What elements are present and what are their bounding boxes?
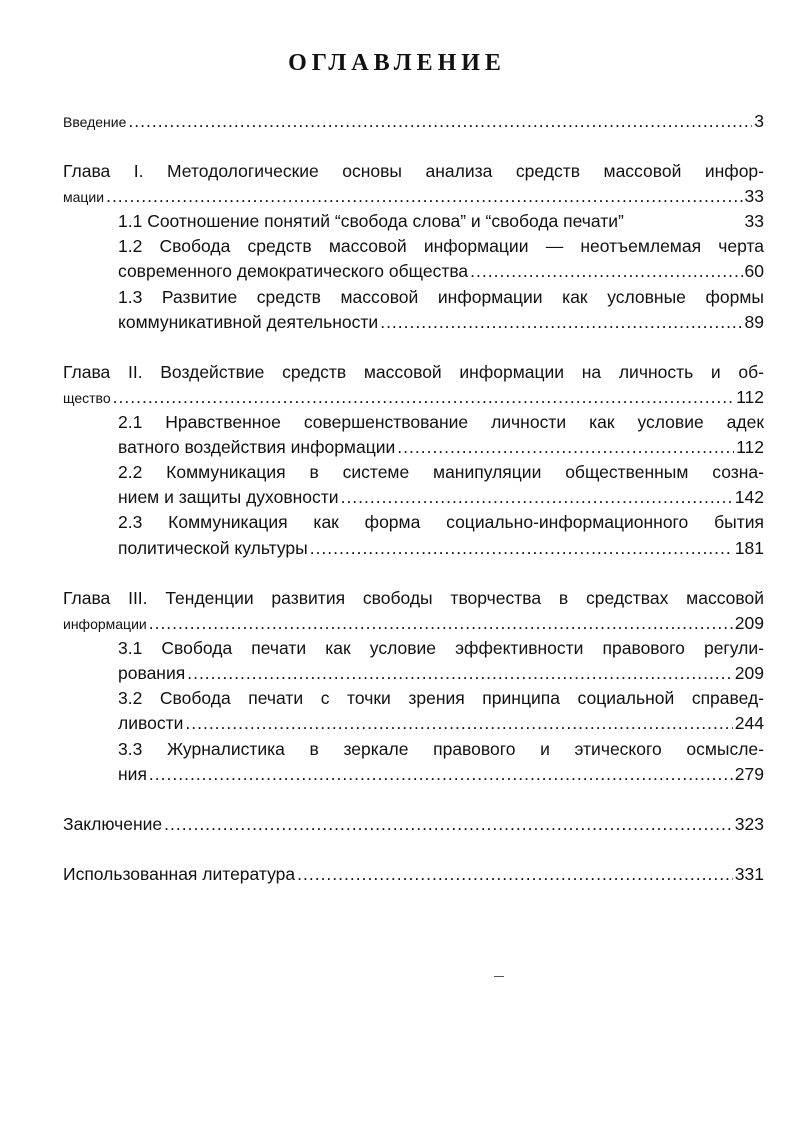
toc-chapter-2-line2[interactable]	[63, 384, 764, 410]
dot-leader	[341, 484, 733, 510]
toc-label: политической культуры	[118, 538, 308, 558]
page-number: 112	[736, 437, 764, 457]
toc-label: рования	[118, 663, 186, 683]
page-number: 142	[734, 487, 764, 507]
toc-label: щество	[63, 390, 111, 406]
toc-section-3-3-line1[interactable]	[118, 736, 764, 762]
toc-entry-intro[interactable]	[63, 108, 764, 134]
toc-label: Введение	[63, 114, 127, 130]
page-number: 209	[734, 613, 764, 633]
toc-chapter-1-line2[interactable]	[63, 183, 764, 209]
dot-leader	[106, 183, 742, 209]
toc-label: ватного воздействия информации	[118, 437, 396, 457]
page-number: 331	[734, 864, 764, 884]
toc-section-2-3-line2[interactable]	[118, 535, 764, 561]
toc-label: мации	[63, 189, 105, 205]
page-number: 89	[744, 312, 764, 332]
toc-label: Глава III. Тенденции развития свободы творчества в средствах массовой	[63, 588, 764, 608]
dot-leader	[187, 660, 733, 686]
toc-label: 1.3 Развитие средств массовой информации как условные формы	[118, 287, 764, 307]
dot-leader	[149, 610, 733, 636]
page-number: 209	[734, 663, 764, 683]
toc-section-2-2-line2[interactable]	[118, 484, 764, 510]
page-number: 33	[744, 186, 764, 206]
toc-label: 2.1 Нравственное совершенствование личности как условие адек	[118, 412, 764, 432]
toc-entry-literature[interactable]	[63, 861, 764, 887]
toc-label: Глава II. Воздействие средств массовой информации на личность и об-	[63, 362, 764, 382]
toc-label: 3.2 Свобода печати с точки зрения принципа социальной справед-	[118, 688, 764, 708]
toc-chapter-3-line1[interactable]	[63, 585, 764, 611]
toc-section-3-1-line2[interactable]	[118, 660, 764, 686]
page-title: ОГЛАВЛЕНИЕ	[288, 50, 506, 76]
toc-section-3-2-line1[interactable]	[118, 685, 764, 711]
toc-section-3-3-line2[interactable]	[118, 761, 764, 787]
page-number: 279	[734, 764, 764, 784]
toc-section-3-2-line2[interactable]	[118, 710, 764, 736]
dot-leader	[185, 710, 732, 736]
toc-label: информации	[63, 616, 147, 632]
scan-mark	[494, 976, 504, 977]
toc-label: 1.1 Соотношение понятий “свобода слова” и “свобода печати”	[118, 211, 624, 231]
toc-label: 3.3 Журналистика в зеркале правового и этического осмысле-	[118, 739, 764, 759]
toc-label: нием и защиты духовности	[118, 487, 339, 507]
toc-section-1-2-line1[interactable]	[118, 233, 764, 259]
toc-section-2-1-line2[interactable]	[118, 434, 764, 460]
toc-label: ливости	[118, 713, 184, 733]
toc-section-1-2-line2[interactable]	[118, 258, 764, 284]
toc-label: 3.1 Свобода печати как условие эффективности правового регули-	[118, 638, 764, 658]
toc-section-2-3-line1[interactable]	[118, 509, 764, 535]
toc-label: 1.2 Свобода средств массовой информации — неотъемлемая черта	[118, 236, 764, 256]
page-number: 181	[734, 538, 764, 558]
toc-section-1-1[interactable]	[118, 208, 764, 234]
toc-label: коммуникативной деятельности	[118, 312, 379, 332]
toc-section-1-3-line2[interactable]	[118, 309, 764, 335]
toc-chapter-2-line1[interactable]	[63, 359, 764, 385]
dot-leader	[297, 861, 733, 887]
page-number: 112	[736, 387, 764, 407]
page-number: 3	[754, 111, 764, 131]
toc-label: Заключение	[63, 814, 163, 834]
toc-label: 2.2 Коммуникация в системе манипуляции общественным созна-	[118, 462, 764, 482]
toc-section-1-3-line1[interactable]	[118, 284, 764, 310]
dot-leader	[470, 258, 742, 284]
page-number: 60	[744, 261, 764, 281]
toc-section-2-2-line1[interactable]	[118, 459, 764, 485]
toc-entry-conclusion[interactable]	[63, 811, 764, 837]
dot-leader	[128, 108, 752, 134]
dot-leader	[380, 309, 742, 335]
toc-chapter-1-line1[interactable]	[63, 158, 764, 184]
toc-label: ния	[118, 764, 147, 784]
toc-section-3-1-line1[interactable]	[118, 635, 764, 661]
dot-leader	[310, 535, 733, 561]
dot-leader	[113, 384, 734, 410]
toc-chapter-3-line2[interactable]	[63, 610, 764, 636]
toc-label: Использованная литература	[63, 864, 296, 884]
dot-leader	[397, 434, 734, 460]
toc-section-2-1-line1[interactable]	[118, 409, 764, 435]
dot-leader	[164, 811, 733, 837]
page-number: 323	[734, 814, 764, 834]
dot-leader	[149, 761, 733, 787]
page-number: 33	[744, 211, 764, 231]
toc-label: Глава I. Методологические основы анализа средств массовой инфор-	[63, 161, 764, 181]
page-number: 244	[734, 713, 764, 733]
toc-label: современного демократического общества	[118, 261, 469, 281]
toc-label: 2.3 Коммуникация как форма социально-информационного бытия	[118, 512, 764, 532]
